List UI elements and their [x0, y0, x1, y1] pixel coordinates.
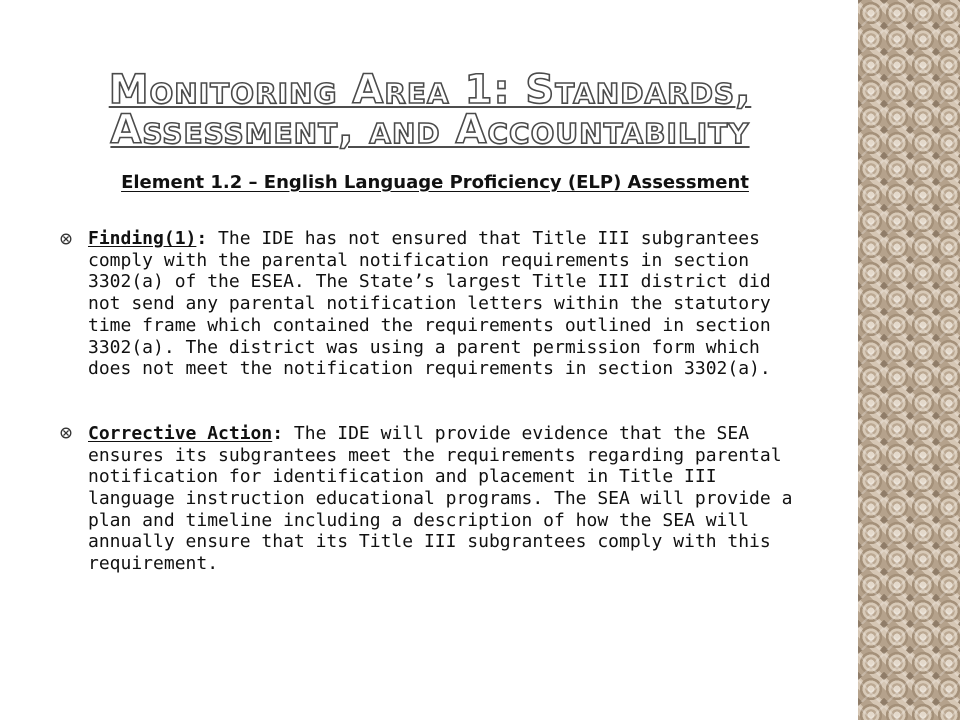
- corrective-action-colon: :: [272, 422, 284, 444]
- slide-title-line-2: Assessment, and Accountability: [110, 107, 750, 153]
- decorative-pattern-panel: [858, 0, 960, 720]
- finding-text: The IDE has not ensured that Title III subgrantees comply with the parental notification requirements in section 3302(a) of the ESEA. The State’s largest Title III district did not send any parental notification letters within the statutory time frame which contained the requirements outlined in section 3302(a). The district was using a parent permission form which does not meet the notification requirements in section 3302(a).: [88, 228, 771, 380]
- element-subtitle: Element 1.2 – English Language Proficiency (ELP) Assessment: [121, 172, 749, 193]
- finding-colon: :: [196, 228, 208, 249]
- finding-label: Finding(1): [88, 228, 197, 249]
- finding-list-item: [58, 228, 803, 380]
- circle-x-bullet-icon: [58, 423, 74, 444]
- slide-title: [95, 67, 765, 153]
- content-list: [58, 228, 803, 618]
- corrective-action-list-item: [58, 423, 803, 575]
- circle-x-bullet-icon: [58, 228, 74, 249]
- corrective-action-text: The IDE will provide evidence that the SEA ensures its subgrantees meet the requirements regarding parental notification for identification and placement in Title III language instruction educational programs. The SEA will provide a plan and timeline including a description of how the SEA will annually ensure that its Title III subgrantees comply with this requirement.: [88, 422, 793, 575]
- corrective-action-label: Corrective Action: [88, 422, 273, 444]
- slide-title-line-1: Monitoring Area 1: Standards,: [108, 67, 752, 113]
